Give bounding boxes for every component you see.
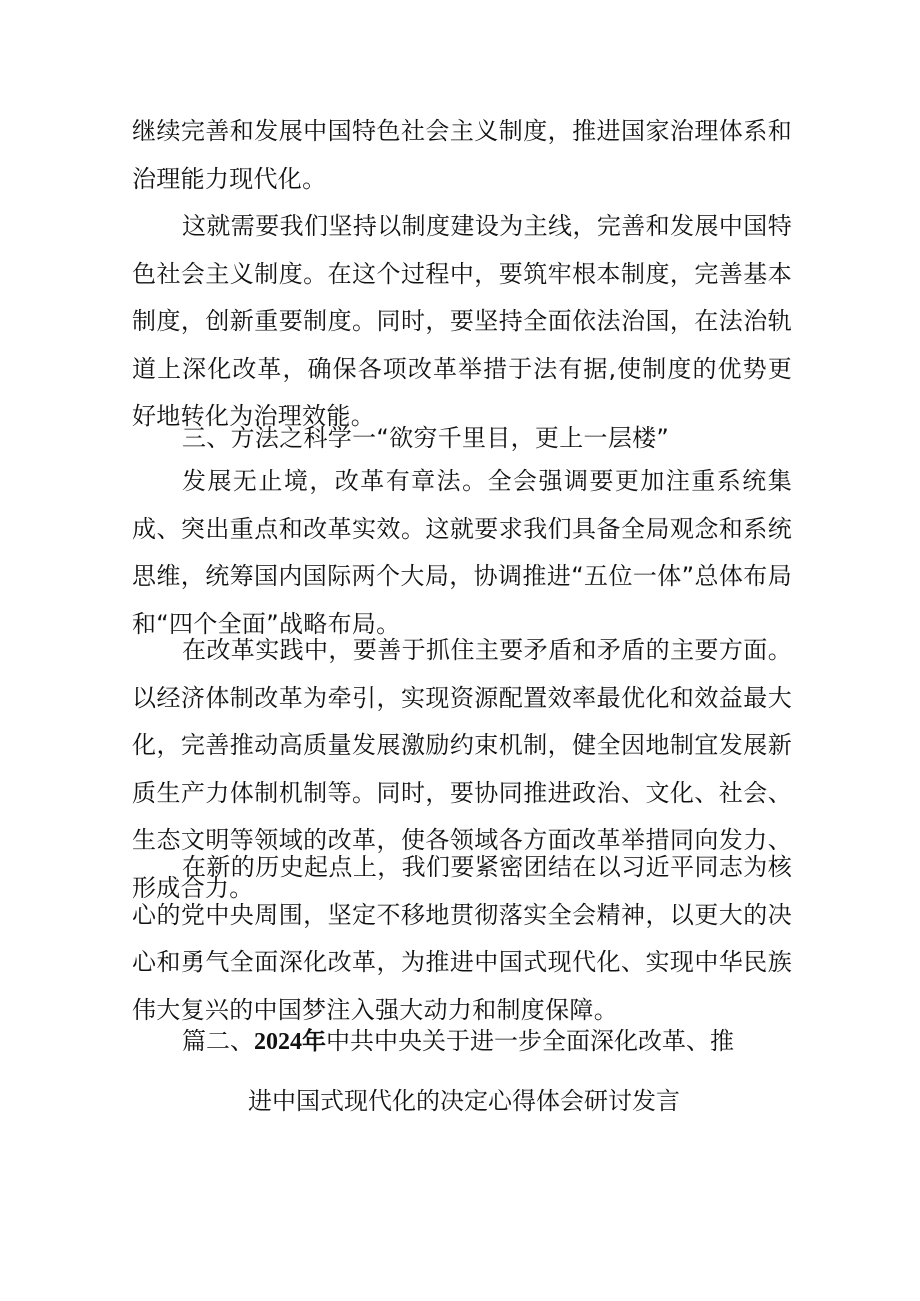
next-article-title-line-2: 进中国式现代化的决定心得体会研讨发言 [248,1087,680,1115]
title-prefix: 篇二、 [182,1027,254,1055]
paragraph-2: 这就需要我们坚持以制度建设为主线，完善和发展中国特色社会主义制度。在这个过程中，要筑牢根本制度，完善基本制度，创新重要制度。同时，要坚持全面依法治国，在法治轨道上深化改革，确保各项改革举措于法有据,使制度的优势更好地转化为治理效能。 [132,212,792,431]
paragraph-3: 发展无止境，改革有章法。全会强调要更加注重系统集成、突出重点和改革实效。这就要求我们具备全局观念和系统思维，统筹国内国际两个大局，协调推进“五位一体”总体布局和“四个全面”战略布局。 [132,467,792,638]
title-line1-rest: 中共中央关于进一步全面深化改革、推 [326,1027,734,1055]
next-article-title-line-1 [182,1021,734,1062]
section-heading-3: 三、方法之科学一“欲穷千里目，更上一层楼” [182,424,670,452]
paragraph-4: 在改革实践中，要善于抓住主要矛盾和矛盾的主要方面。以经济体制改革为牵引，实现资源配置效率最优化和效益最大化，完善推动高质量发展激励约束机制，健全因地制宜发展新质生产力体制机制等。同时，要协同推进政治、文化、社会、生态文明等领域的改革，使各领域各方面改革举措同向发力、形成合力。 [132,636,792,902]
paragraph-5: 在新的历史起点上，我们要紧密团结在以习近平同志为核心的党中央周围，坚定不移地贯彻落实全会精神，以更大的决心和勇气全面深化改革，为推进中国式现代化、实现中华民族伟大复兴的中国梦注入强大动力和制度保障。 [132,853,792,1024]
paragraph-1: 继续完善和发展中国特色社会主义制度，推进国家治理体系和治理能力现代化。 [132,117,792,193]
title-year: 2024年 [254,1029,326,1055]
